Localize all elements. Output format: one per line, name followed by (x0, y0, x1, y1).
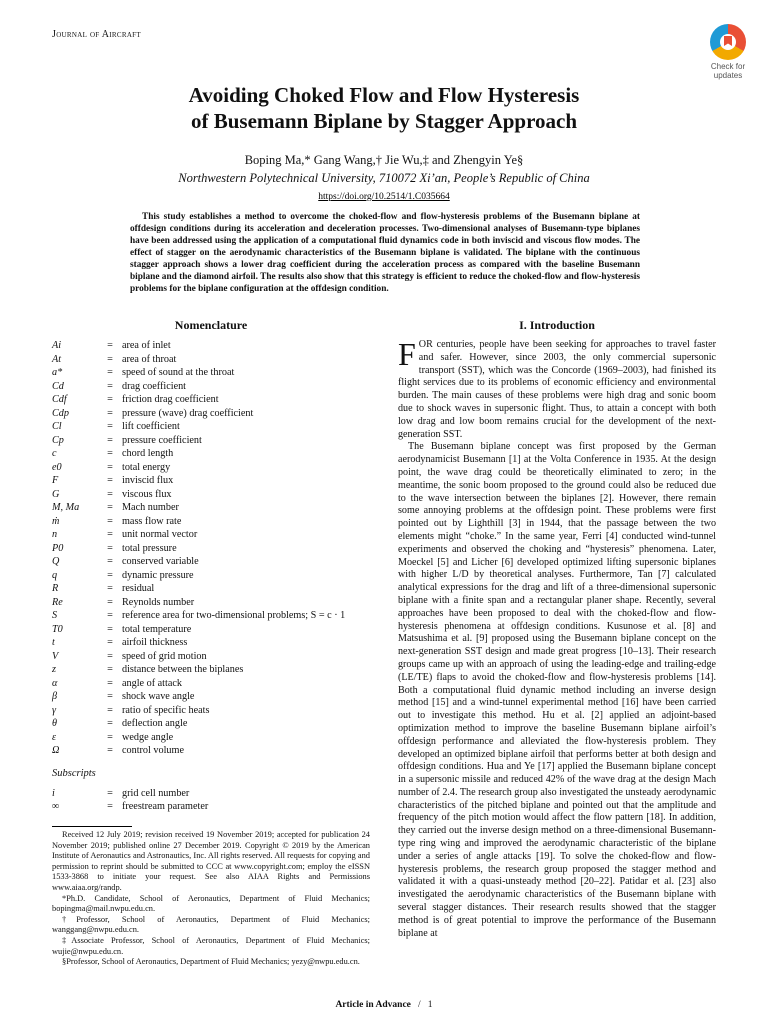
nomenclature-row (52, 474, 370, 488)
definition: drag coefficient (122, 380, 187, 392)
nomenclature-row (52, 636, 370, 650)
definition: freestream parameter (122, 801, 209, 812)
nomenclature-row (52, 434, 370, 448)
equals-sign: = (107, 394, 113, 405)
definition: viscous flux (122, 488, 172, 500)
equals-sign: = (107, 556, 113, 567)
author-list: Boping Ma,* Gang Wang,† Jie Wu,‡ and Zhengyin Ye§ (244, 153, 524, 167)
symbol: Cdp (52, 407, 69, 419)
doi (0, 192, 768, 202)
symbol: G (52, 488, 60, 500)
symbol: θ (52, 718, 58, 729)
definition: friction drag coefficient (122, 394, 219, 405)
nomenclature-row (52, 731, 370, 745)
equals-sign: = (107, 542, 113, 554)
definition: reference area for two-dimensional problems; S = c · 1 (122, 610, 346, 621)
symbol: t (52, 637, 55, 648)
introduction-column (398, 318, 716, 940)
definition: wedge angle (122, 731, 174, 743)
nomenclature-column (52, 318, 370, 814)
equals-sign: = (107, 529, 113, 540)
nomenclature-row (52, 501, 370, 515)
symbol: F (52, 475, 59, 486)
paper-title (0, 82, 768, 134)
symbol: Re (52, 596, 63, 608)
definition: pressure coefficient (122, 434, 202, 446)
definition: control volume (122, 745, 184, 756)
equals-sign: = (107, 731, 113, 743)
symbol: i (52, 787, 55, 799)
equals-sign: = (107, 353, 113, 365)
nomenclature-row (52, 407, 370, 421)
nomenclature-row (52, 339, 370, 353)
symbol: P0 (52, 542, 64, 554)
symbol: S (52, 610, 58, 621)
equals-sign: = (107, 677, 113, 689)
nomenclature-table (52, 339, 370, 758)
symbol: Cdf (52, 394, 67, 405)
intro-paragraph-1 (398, 336, 716, 441)
definition: lift coefficient (122, 421, 180, 432)
subscripts-table (52, 787, 370, 814)
equals-sign: = (107, 407, 113, 419)
nomenclature-row (52, 488, 370, 502)
footnote-rule (52, 826, 132, 827)
symbol: ∞ (52, 801, 60, 812)
symbol: At (52, 353, 62, 365)
symbol: Cp (52, 434, 64, 446)
nomenclature-row (52, 690, 370, 704)
nomenclature-heading: Nomenclature (174, 318, 248, 332)
definition: ratio of specific heats (122, 704, 210, 716)
symbol: β (52, 691, 58, 702)
equals-sign: = (107, 583, 113, 594)
equals-sign: = (107, 380, 113, 392)
dropcap: F (398, 336, 416, 372)
definition: distance between the biplanes (122, 664, 244, 675)
nomenclature-row (52, 582, 370, 596)
definition: airfoil thickness (122, 637, 188, 648)
symbol: V (52, 650, 59, 662)
symbol: Cd (52, 380, 64, 392)
nomenclature-row (52, 555, 370, 569)
title-line2: of Busemann Biplane by Stagger Approach (190, 109, 578, 133)
nomenclature-row (52, 353, 370, 367)
nomenclature-row (52, 717, 370, 731)
equals-sign: = (107, 569, 113, 581)
equals-sign: = (107, 623, 113, 635)
equals-sign: = (107, 610, 113, 621)
definition: unit normal vector (122, 529, 198, 540)
affiliation: Northwestern Polytechnical University, 710072 Xi’an, People’s Republic of China (178, 171, 590, 185)
definition: total temperature (122, 623, 192, 635)
nomenclature-row (52, 420, 370, 434)
introduction-body (398, 336, 716, 940)
page-number: 1 (427, 1000, 433, 1010)
equals-sign: = (107, 650, 113, 662)
equals-sign: = (107, 801, 113, 812)
symbol: Ai (52, 340, 62, 351)
equals-sign: = (107, 787, 113, 799)
title-line1: Avoiding Choked Flow and Flow Hysteresis (188, 83, 580, 107)
footer-label: Article in Advance (335, 1000, 411, 1010)
footnote-author3: ‡Associate Professor, School of Aeronautics, Department of Fluid Mechanics; wujie@nwpu.edu.cn. (52, 935, 370, 956)
definition: total pressure (122, 542, 177, 554)
symbol: Q (52, 556, 60, 567)
definition: area of inlet (122, 340, 171, 351)
footnote-author1: *Ph.D. Candidate, School of Aeronautics, Department of Fluid Mechanics; bopingma@mail.nwpu.edu.cn. (52, 893, 370, 914)
symbol: q (52, 569, 58, 581)
footnotes (52, 826, 370, 968)
nomenclature-row (52, 744, 370, 758)
definition: speed of grid motion (122, 650, 207, 662)
equals-sign: = (107, 461, 113, 473)
equals-sign: = (107, 745, 113, 756)
equals-sign: = (107, 488, 113, 500)
footnote-author2: †Professor, School of Aeronautics, Department of Fluid Mechanics; wanggang@nwpu.edu.cn. (52, 914, 370, 935)
symbol: n (52, 529, 58, 540)
symbol: Ω (52, 745, 60, 756)
equals-sign: = (107, 502, 113, 513)
symbol: ṁ (52, 515, 60, 527)
footer-separator: / (418, 1000, 421, 1010)
equals-sign: = (107, 340, 113, 351)
equals-sign: = (107, 718, 113, 729)
nomenclature-row (52, 515, 370, 529)
definition: dynamic pressure (122, 569, 194, 581)
nomenclature-row (52, 704, 370, 718)
nomenclature-row (52, 528, 370, 542)
badge-line1: Check for (710, 62, 746, 71)
definition: area of throat (122, 353, 177, 365)
nomenclature-row (52, 393, 370, 407)
definition: shock wave angle (122, 691, 195, 702)
symbol: c (52, 448, 57, 459)
check-for-updates-badge[interactable] (700, 24, 756, 82)
symbol: ε (52, 731, 57, 743)
nomenclature-row (52, 677, 370, 691)
equals-sign: = (107, 515, 113, 527)
definition: total energy (122, 461, 171, 473)
nomenclature-row (52, 596, 370, 610)
definition: conserved variable (122, 556, 199, 567)
nomenclature-row (52, 650, 370, 664)
symbol: T0 (52, 623, 63, 635)
definition: pressure (wave) drag coefficient (122, 407, 254, 419)
symbol: e0 (52, 461, 62, 473)
symbol: a* (52, 367, 63, 378)
subscripts-heading: Subscripts (52, 767, 96, 779)
nomenclature-row (52, 663, 370, 677)
intro-paragraph-2: The Busemann biplane concept was first proposed by the German aerodynamicist Busemann [1] at the Volta Conference in 1935. At the design point, the wave drag could be theoretically eliminated to zero; in the meantime, the sonic boom proposed to the ground could also be reduced due to the wave intersection between the biplanes [2]. However, there remain some annoying problems at the offdesign point. These problems were first pointed out by Lighthill [3] in 1944, that the passage between the two elements might “choke.” In the same year, Ferri [4] conducted wind-tunnel experiments and observed the choking and “hysteresis” phenomena. Later, Moeckel [5] and Licher [6] developed optimized lifting supersonic biplanes with higher L/D by theoretical analyses. Furthermore, Tan [7] calculated analytical expressions for the drag and lift of a three-dimensional supersonic biplane with a finite span and a rectangular planer shape. Recently, several approaches have been proposed to deal with the choked-flow and flow-hysteresis phenomena at offdesign conditions. Kusunose et al. [8] and Matsushima et al. [9] proposed using the Busemann biplane concept on the next-generation SST design and made great progress [10–13]. Their research groups came up with an approach of using the leading-edge and trailing-edge (LE/TE) flaps to avoid the choked-flow and flow-hysteresis problems [14]. Both a computational fluid dynamic method including an inverse design method [15] and a wind-tunnel experimental method [16] have been carried out to investigate this method. Hu et al. [2] applied an adjoint-based optimization method to improve the baseline Busemann biplane airfoil’s offdesign performance and alleviated the flow-hysteresis problem. They developed an optimized biplane airfoil that performs better at both design and offdesign conditions. Hua and Ye [17] applied the Busemann biplane concept in a supersonic missile and reduced 42% of the wave drag at the design Mach number of 2.4. The research group also investigated the unsteady aerodynamic characteristics of the pitched biplane and pointed out that the amplitude and frequency of the pitch motion would affect the flow pattern [18]. In addition, they carried out the inverse design method on a three-dimensional Busemann-type ring wing and improved the aerodynamic characteristic of the biplane under a series of angle attacks [19]. To solve the choked-flow and flow-hysteresis problems, the research group proposed the stagger method and validated it with a quasi-unsteady method [20–22]. Patidar et al. [23] also investigated the aerodynamic characteristics of the Busemann biplane with several stagger distances. Their research results showed that the stagger method is of great potential to improve the performance of the Busemann biplane at (398, 441, 716, 939)
symbol: z (52, 664, 56, 675)
symbol: Cl (52, 421, 62, 432)
equals-sign: = (107, 691, 113, 702)
footnote-received: Received 12 July 2019; revision received 19 November 2019; accepted for publication 24 November 2019; published online 27 December 2019. Copyright © 2019 by the American Institute of Aeronautics and Astronautics, Inc. All rights reserved. All requests for copying and permission to reprint should be submitted to CCC at www.copyright.com; employ the eISSN 1533-3868 to initiate your request. See also AIAA Rights and Permissions www.aiaa.org/randp. (52, 830, 370, 892)
nomenclature-row (52, 623, 370, 637)
symbol: γ (52, 704, 57, 716)
definition: angle of attack (122, 677, 182, 689)
definition: residual (122, 583, 155, 594)
definition: Reynolds number (122, 596, 195, 608)
definition: chord length (122, 448, 174, 459)
page-footer (0, 1000, 768, 1010)
nomenclature-row (52, 447, 370, 461)
equals-sign: = (107, 367, 113, 378)
symbol: α (52, 677, 58, 689)
equals-sign: = (107, 704, 113, 716)
definition: grid cell number (122, 787, 190, 799)
definition: Mach number (122, 502, 179, 513)
badge-line2: updates (713, 71, 743, 80)
symbol: R (52, 583, 59, 594)
nomenclature-row (52, 461, 370, 475)
nomenclature-row (52, 366, 370, 380)
nomenclature-row (52, 569, 370, 583)
journal-header: Journal of Aircraft (52, 29, 141, 40)
introduction-heading: I. Introduction (519, 318, 595, 332)
subscript-row (52, 800, 370, 814)
definition: deflection angle (122, 718, 188, 729)
nomenclature-row (52, 609, 370, 623)
doi-link[interactable]: https://doi.org/10.2514/1.C035664 (318, 192, 450, 202)
footnote-author4: §Professor, School of Aeronautics, Department of Fluid Mechanics; yezy@nwpu.edu.cn. (62, 957, 360, 967)
equals-sign: = (107, 596, 113, 608)
definition: inviscid flux (122, 475, 174, 486)
equals-sign: = (107, 421, 113, 432)
equals-sign: = (107, 664, 113, 675)
abstract: This study establishes a method to overcome the choked-flow and flow-hysteresis problems of the Busemann biplane at offdesign conditions during its acceleration and deceleration processes. Two-dimensional analyses of Busemann-type biplanes have been addressed using the application of a computational fluid dynamics code in both inviscid and viscous flow modes. The effect of stagger on the aerodynamic characteristics of the Busemann biplane is validated. The biplane with the continuous stagger approach shows a lower drag coefficient during the acceleration process as compared with the baseline Busemann biplane and the diamond airfoil. The results also show that this strategy is efficient to reduce the choked-flow and flow-hysteresis problems for the biplane configuration at the offdesign condition. (130, 212, 640, 294)
nomenclature-row (52, 380, 370, 394)
equals-sign: = (107, 475, 113, 486)
definition: mass flow rate (122, 515, 182, 527)
intro-paragraph-1-text: OR centuries, people have been seeking for approaches to travel faster and safer. However, since 2003, the only commercial supersonic transport (SST), which was the Concorde (1969–2003), had finished its flight services due to its problems of economic efficiency and environmental burden. The main causes of these problems were high drag and sonic boom due to shock waves in supersonic flight. Thus, to attain a concept with both low drag and low boom remains crucial for the development of the next-generation SST. (398, 339, 716, 440)
nomenclature-row (52, 542, 370, 556)
equals-sign: = (107, 637, 113, 648)
equals-sign: = (107, 448, 113, 459)
symbol: M, Ma (52, 502, 80, 513)
equals-sign: = (107, 434, 113, 446)
subscript-row (52, 787, 370, 801)
definition: speed of sound at the throat (122, 367, 235, 378)
bookmark-icon (710, 24, 746, 60)
